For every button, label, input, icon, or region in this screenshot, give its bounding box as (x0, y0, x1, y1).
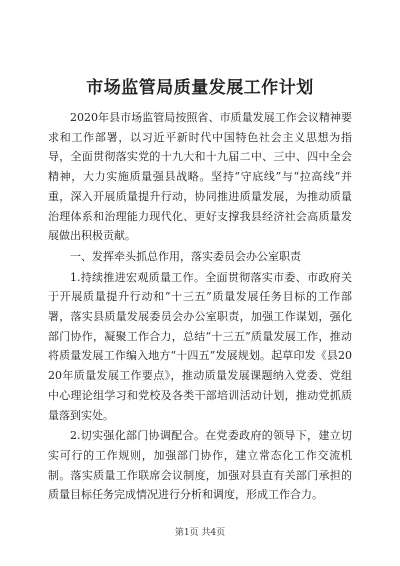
item-paragraph-1: 1.持续推进宏观质量工作。全面贯彻落实市委、市政府关于开展质量提升行动和“十三五”质量发展任务目标的工作部署，落实县质量发展委员会办公室职责，加强工作谋划，强化部门协作，凝聚工作合力，总结“十三五”质量发展工作，推动将质量发展工作编入地方“十四五”发展规划。起草印发《县2020年质量发展工作要点》，推动质量发展课题纳入党委、党组中心理论组学习和党校及各类干部培训活动计划，推动党抓质量落到实处。 (48, 270, 352, 422)
section-heading-1: 一、发挥牵头抓总作用，落实委员会办公室职责 (70, 249, 301, 263)
item-paragraph-2: 2.切实强化部门协调配合。在党委政府的领导下，建立切实可行的工作规则，加强部门协作，建立常态化工作交流机制。落实质量工作联席会议制度，加强对县直有关部门承担的质量目标任务完成情况进行分析和调度，形成工作合力。 (48, 429, 352, 502)
page-number-footer: 第1页 共4页 (174, 528, 226, 538)
intro-paragraph: 2020年县市场监管局按照省、市质量发展工作会议精神要求和工作部署，以习近平新时代中国特色社会主义思想为指导，全面贯彻落实党的十九大和十九届二中、三中、四中全会精神，大力实施质量强县战略。坚持“守底线”与“拉高线”并重，深入开展质量提升行动，协同推进质量发展，为推动质量治理体系和治理能力现代化、更好支撑我县经济社会高质量发展做出积极贡献。 (48, 111, 352, 243)
document-title: 市场监管局质量发展工作计划 (86, 78, 314, 98)
